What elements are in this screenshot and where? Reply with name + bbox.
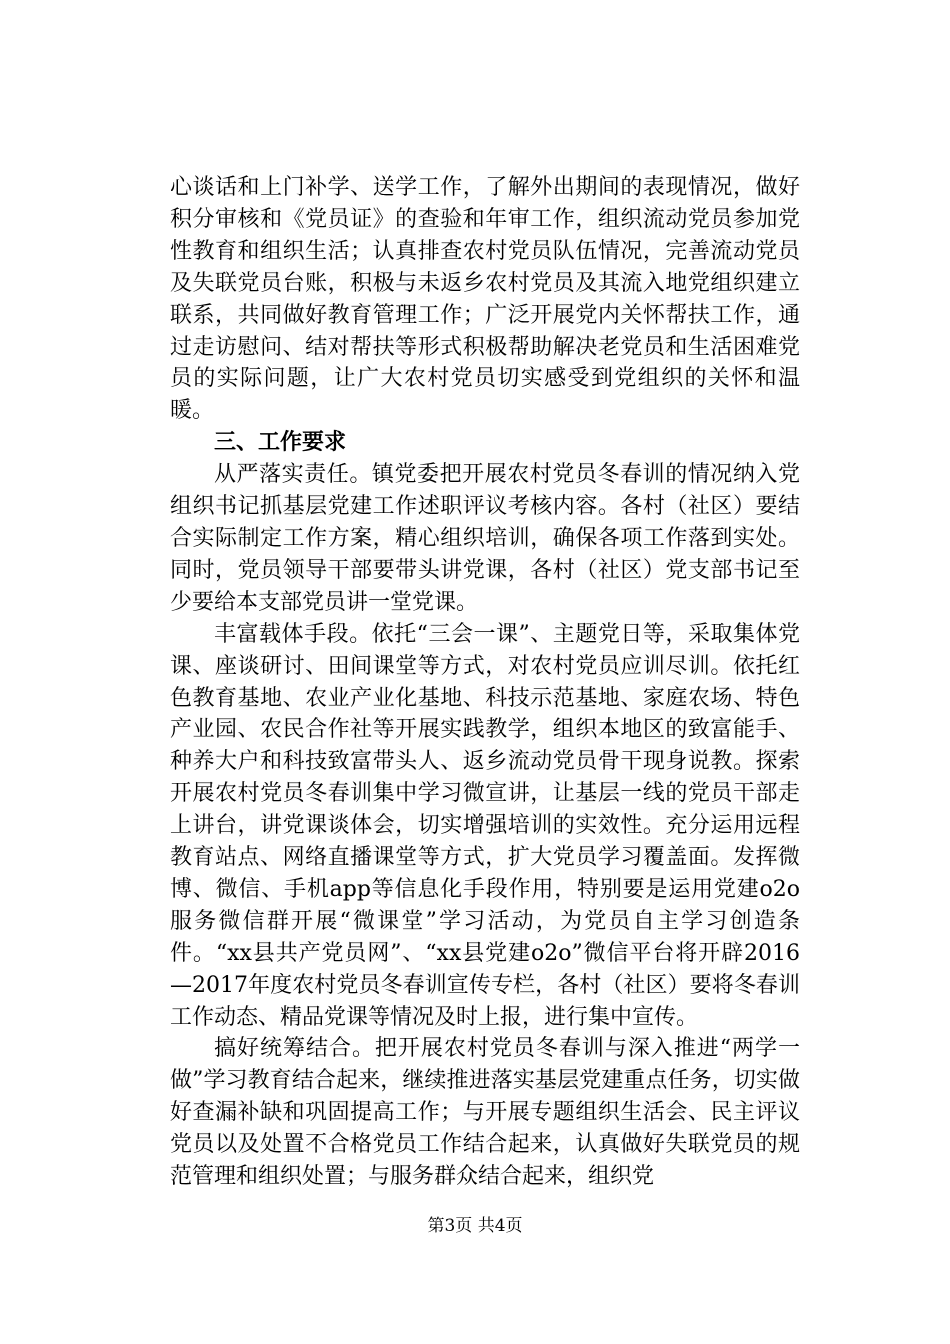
paragraph-methods: 丰富载体手段。依托“三会一课”、主题党日等，采取集体党课、座谈研讨、田间课堂等方式，对农村党员应训尽训。依托红色教育基地、农业产业化基地、科技示范基地、家庭农场、特色产业园、农民合作社等开展实践教学，组织本地区的致富能手、种养大户和科技致富带头人、返乡流动党员骨干现身说教。探索开展农村党员冬春训集中学习微宣讲，让基层一线的党员干部走上讲台，讲党课谈体会，切实增强培训的实效性。充分运用远程教育站点、网络直播课堂等方式，扩大党员学习覆盖面。发挥微博、微信、手机app等信息化手段作用，特别要是运用党建o2o服务微信群开展“微课堂”学习活动，为党员自主学习创造条件。“xx县共产党员网”、“xx县党建o2o”微信平台将开辟2016—2017年度农村党员冬春训宣传专栏，各村（社区）要将冬春训工作动态、精品党课等情况及时上报，进行集中宣传。: [170, 621, 800, 1030]
paragraph-coordination: 搞好统筹结合。把开展农村党员冬春训与深入推进“两学一做”学习教育结合起来，继续推进落实基层党建重点任务，切实做好查漏补缺和巩固提高工作；与开展专题组织生活会、民主评议党员以及处置不合格党员工作结合起来，认真做好失联党员的规范管理和组织处置；与服务群众结合起来，组织党: [170, 1036, 800, 1190]
paragraph-continuation: 心谈话和上门补学、送学工作，了解外出期间的表现情况，做好积分审核和《党员证》的查验和年审工作，组织流动党员参加党性教育和组织生活；认真排查农村党员队伍情况，完善流动党员及失联党员台账，积极与未返乡农村党员及其流入地党组织建立联系，共同做好教育管理工作；广泛开展党内关怀帮扶工作，通过走访慰问、结对帮扶等形式积极帮助解决老党员和生活困难党员的实际问题，让广大农村党员切实感受到党组织的关怀和温暖。: [170, 175, 800, 424]
section-heading: 三、工作要求: [214, 429, 347, 456]
page-footer: 第3页 共4页: [427, 1216, 523, 1236]
paragraph-responsibility: 从严落实责任。镇党委把开展农村党员冬春训的情况纳入党组织书记抓基层党建工作述职评议考核内容。各村（社区）要结合实际制定工作方案，精心组织培训，确保各项工作落到实处。同时，党员领导干部要带头讲党课，各村（社区）党支部书记至少要给本支部党员讲一堂党课。: [170, 462, 800, 615]
document-body: [170, 172, 800, 1193]
